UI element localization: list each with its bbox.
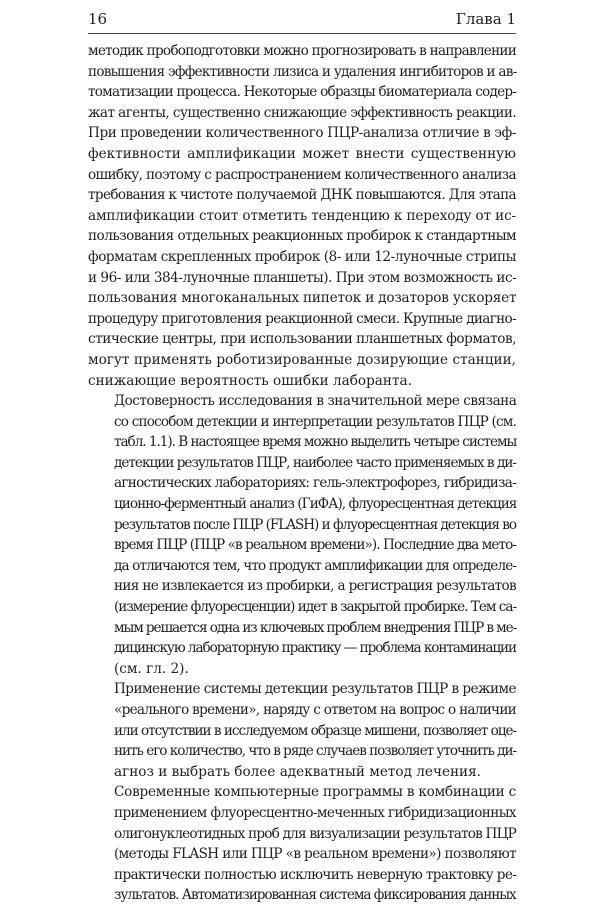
text-line: (измерение флуоресценции) идет в закрытой пробирке. Тем са- xyxy=(114,599,517,616)
text-line: Современные компьютерные программы в комбинации с xyxy=(114,784,516,801)
text-line: При проведении количественного ПЦР-анализа отличие в эф- xyxy=(88,125,516,142)
text-line: дицинскую лабораторную практику — проблема контаминации xyxy=(114,640,516,657)
text-line: жат агенты, существенно снижающие эффективность реакции. xyxy=(88,104,517,121)
text-line: ния не извлекается из пробирки, а регистрация результатов xyxy=(114,578,516,595)
body-text xyxy=(88,41,516,906)
text-line: томатизации процесса. Некоторые образцы биоматериала содер- xyxy=(88,84,517,101)
text-line: детекции результатов ПЦР, наиболее часто применяемых в ди- xyxy=(114,454,516,471)
text-line: применением флуоресцентно-меченных гибридизационных xyxy=(114,804,516,821)
text-line: требования к чистоте получаемой ДНК повышаются. Для этапа xyxy=(88,187,517,204)
text-line: результатов после ПЦР (FLASH) и флуоресцентная детекция во xyxy=(114,516,516,533)
text-line: форматам скрепленных пробирок (8- или 12-луночные стрипы xyxy=(88,248,516,265)
page-number: 16 xyxy=(88,10,108,28)
text-line: «реального времени», наряду с ответом на вопрос о наличии xyxy=(114,702,516,718)
paragraph xyxy=(88,391,516,679)
text-line: пользования многоканальных пипеток и дозаторов ускоряет xyxy=(88,290,517,307)
text-line: стические центры, при использовании планшетных форматов, xyxy=(88,331,517,348)
chapter-title: Глава 1 xyxy=(455,10,516,28)
text-line: ционно-ферментный анализ (ГиФА), флуоресцентная детекция xyxy=(114,496,517,513)
text-line: (методы FLASH или ПЦР «в реальном времени») позволяют xyxy=(114,846,516,863)
text-line: Достоверность исследования в значительной мере связана xyxy=(114,393,517,410)
paragraph xyxy=(88,41,516,391)
running-head xyxy=(88,10,516,28)
text-line: агноз и выбрать более адекватный метод лечения. xyxy=(114,763,482,780)
text-line: агностических лабораториях: гель-электрофорез, гибридиза- xyxy=(114,475,516,492)
text-line: фективности амплификации может внести существенную xyxy=(88,145,516,162)
text-line: пользования отдельных реакционных пробирок к стандартным xyxy=(88,228,517,245)
text-line: (см. гл. 2). xyxy=(114,660,189,677)
text-line: мым решается одна из ключевых проблем внедрения ПЦР в ме- xyxy=(114,619,517,636)
text-line: практически полностью исключить неверную трактовку ре- xyxy=(114,866,517,883)
text-line: снижающие вероятность ошибки лаборанта. xyxy=(88,372,412,389)
text-line: да отличаются тем, что продукт амплификации для определе- xyxy=(114,557,517,574)
text-line: или отсутствии в исследуемом образце мишени, позволяет оце- xyxy=(114,722,517,739)
text-line: амплификации стоит отметить тенденцию к переходу от ис- xyxy=(88,207,516,224)
header-divider xyxy=(88,33,516,34)
text-line: время ПЦР (ПЦР «в реальном времени»). Последние два мето- xyxy=(114,537,516,554)
text-line: нить его количество, что в ряде случаев позволяет уточнить ди- xyxy=(114,743,517,760)
text-line: Применение системы детекции результатов ПЦР в режиме xyxy=(114,681,516,698)
paragraph xyxy=(88,679,516,782)
text-line: процедуру приготовления реакционной смеси. Крупные диагно- xyxy=(88,310,516,327)
text-line: зультатов. Автоматизированная система фиксирования данных xyxy=(114,887,516,904)
text-line: ошибку, поэтому с распространением количественного анализа xyxy=(88,166,516,183)
text-line: повышения эффективности лизиса и удаления ингибиторов и ав- xyxy=(88,63,517,80)
paragraph xyxy=(88,782,516,906)
text-line: могут применять роботизированные дозирующие станции, xyxy=(88,351,516,368)
text-line: табл. 1.1). В настоящее время можно выделить четыре системы xyxy=(114,434,517,451)
text-line: олигонуклеотидных проб для визуализации результатов ПЦР xyxy=(114,825,516,842)
text-line: методик пробоподготовки можно прогнозировать в направлении xyxy=(88,43,517,59)
text-line: и 96- или 384-луночные планшеты). При этом возможность ис- xyxy=(88,269,517,286)
text-line: со способом детекции и интерпретации результатов ПЦР (см. xyxy=(114,413,516,430)
